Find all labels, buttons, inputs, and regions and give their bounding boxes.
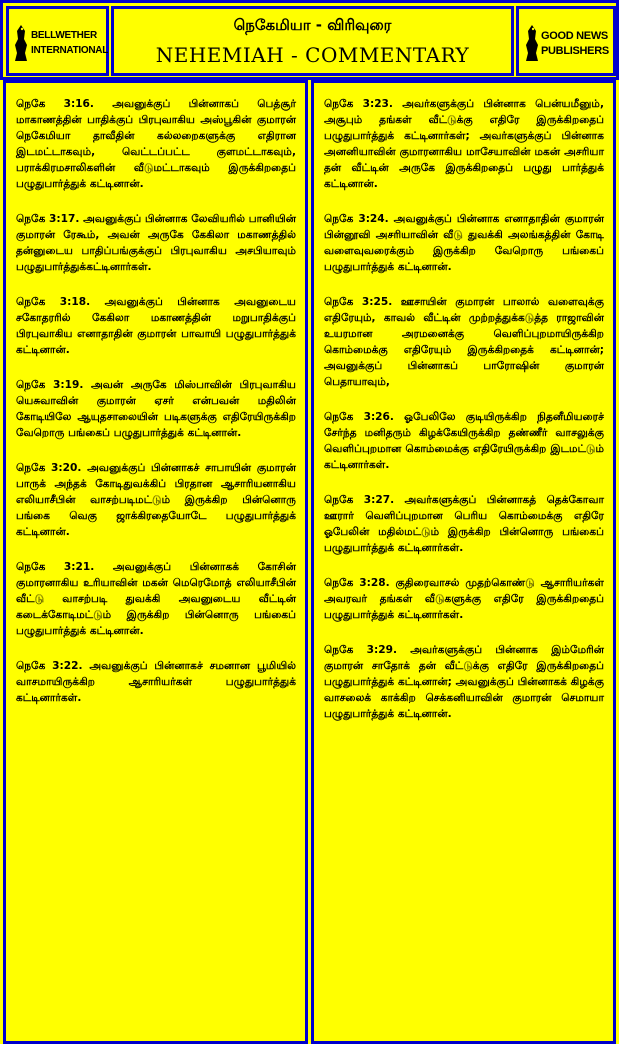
verse-3-20: நெகே 3:20. அவனுக்குப் பின்னாகச் சாபாயின் குமாரன் பாருக் அந்தக் கோடிதுவக்கிப் பிரதான ஆசாரியனாகிய எலியாசீபின் வாசற்படிமட்டும் இருக்கிற பின்னொரு பங்கை வெகு ஜாக்கிரதையோடே பழுதுபார்த்துக் கட்டினான். (16, 462, 296, 538)
title-tamil: நெகேமியா - விரிவுரை (233, 16, 392, 34)
verse-3-17: நெகே 3:17. அவனுக்குப் பின்னாக லேவியரில் பானியின் குமாரன் ரேகூம், அவன் அருகே கேகிலா மகாணத்தில் தன்னுடைய பாதிப்பங்குக்குப் பிரபுவாகிய அசபியாவும் பழுதுபார்த்துக்கட்டினார்கள். (16, 213, 296, 273)
verse-3-19: நெகே 3:19. அவன் அருகே மிஸ்பாவின் பிரபுவாகிய யெசுவாவின் குமாரன் ஏசர் என்பவன் மதிலின் கோடியிலே ஆயுதசாலையின் படிகளுக்கு எதிரேயிருக்கிற வேறொரு பங்கைப் பழுதுபார்த்துக் கட்டினான். (16, 379, 296, 439)
header-band (0, 0, 619, 80)
verse-3-27: நெகே 3:27. அவர்களுக்குப் பின்னாகத் தெக்கோவா ஊரார் வெளிப்புறமான பெரிய கொம்மைக்கு எதிரே ஓபேலின் மதில்மட்டும் இருக்கிற பின்னொரு பங்கைப் பழுதுபார்த்துக் கட்டினார்கள். (324, 494, 604, 554)
left-logo-line2: INTERNATIONAL (31, 45, 109, 56)
good-news-logo (524, 23, 616, 63)
left-column (3, 80, 308, 1044)
left-logo-line1: BELLWETHER (31, 30, 97, 41)
verse-3-26: நெகே 3:26. ஓபேலிலே குடியிருக்கிற நிதனீமியரைச் சேர்ந்த மனிதரும் கிழக்கேயிருக்கிற தண்ணீர் வாசலுக்கு வெளிப்புறமான கொம்மைக்கு எதிரேயிருக்கிற இடமட்டும் கட்டினார்கள். (324, 411, 604, 471)
verse-3-25: நெகே 3:25. ஊசாயின் குமாரன் பாலால் வளைவுக்கு எதிரேயும், காவல் வீட்டின் முற்றத்துக்கடுத்த ராஜாவின் உயரமான அரமனைக்கு வெளிப்புறமாயிருக்கிற கொம்மைக்கு எதிரேயும் இருக்கிறதைக் கட்டினான்; அவனுக்குப் பின்னாகப் பாரோஷின் குமாரன் பெதாயாவும், (324, 296, 604, 388)
right-column (311, 80, 616, 1044)
bellwether-logo (13, 23, 109, 63)
title-box (111, 6, 514, 76)
verse-3-29: நெகே 3:29. அவர்களுக்குப் பின்னாக இம்மேரின் குமாரன் சாதோக் தன் வீட்டுக்கு எதிரே இருக்கிறதைப் பழுதுபார்த்துக் கட்டினான்; அவனுக்குப் பின்னாகக் கிழக்கு வாசலைக் காக்கிற செக்கனியாவின் குமாரன் செமாயா பழுதுபார்த்துக் கட்டினான். (324, 644, 604, 720)
bellwether-logo-icon (13, 23, 29, 63)
verse-3-18: நெகே 3:18. அவனுக்குப் பின்னாக அவனுடைய சகோதரரில் கேகிலா மகாணத்தின் மறுபாதிக்குப் பிரபுவாகிய எனாதாதின் குமாரன் பாவாயி பழுதுபார்த்துக் கட்டினான். (16, 296, 296, 356)
right-logo-box (516, 6, 616, 76)
verse-3-24: நெகே 3:24. அவனுக்குப் பின்னாக எனாதாதின் குமாரன் பின்னூவி அசரியாவின் வீடு துவக்கி அலங்கத்தின் கோடி வளைவுவரைக்கும் இருக்கிற வேறொரு பங்கைப் பழுதுபார்த்துக் கட்டினான். (324, 213, 604, 273)
verse-3-28: நெகே 3:28. குதிரைவாசல் முதற்கொண்டு ஆசாரியர்கள் அவரவர் தங்கள் வீடுகளுக்கு எதிரே இருக்கிறதைப் பழுதுபார்த்துக் கட்டினார்கள். (324, 577, 604, 621)
right-logo-line1: GOOD NEWS (541, 30, 608, 42)
title-english: NEHEMIAH - COMMENTARY (155, 43, 470, 67)
right-logo-line2: PUBLISHERS (541, 45, 609, 57)
verse-3-23: நெகே 3:23. அவர்களுக்குப் பின்னாக பென்யமீனும், அசூபும் தங்கள் வீட்டுக்கு எதிரே இருக்கிறதைப் பழுதுபார்த்துக் கட்டினார்கள்; அவர்களுக்குப் பின்னாக அனனியாவின் குமாரனாகிய மாசேயாவின் மகன் அசரியா தன் வீட்டின் அருகே இருக்கிறதைப் பழுது பார்த்துக் கட்டினான். (324, 98, 604, 190)
verse-3-21: நெகே 3:21. அவனுக்குப் பின்னாகக் கோசின் குமாரனாகிய உரியாவின் மகன் மெரெமோத் எலியாசீபின் வீட்டு வாசற்படி துவக்கி அவனுடைய வீட்டின் கடைக்கோடிமட்டும் இருக்கிற பின்னொரு பங்கைப் பழுதுபார்த்துக் கட்டினான். (16, 561, 296, 637)
verse-3-22: நெகே 3:22. அவனுக்குப் பின்னாகச் சமனான பூமியில் வாசமாயிருக்கிற ஆசாரியர்கள் பழுதுபார்த்துக் கட்டினார்கள். (16, 660, 296, 704)
good-news-logo-icon (524, 23, 540, 63)
left-logo-box (6, 6, 109, 76)
verse-3-16: நெகே 3:16. அவனுக்குப் பின்னாகப் பெத்சூர் மாகாணத்தின் பாதிக்குப் பிரபுவாகிய அஸ்பூகின் குமாரன் நெகேமியா தாவீதின் கல்லறைகளுக்கு எதிரான இடமட்டாகவும், வெட்டப்பட்ட குளமட்டாகவும், பராக்கிரமசாலிகளின் வீடுமட்டாகவும் இருக்கிறதைப் பழுதுபார்த்துக் கட்டினான். (16, 98, 296, 190)
